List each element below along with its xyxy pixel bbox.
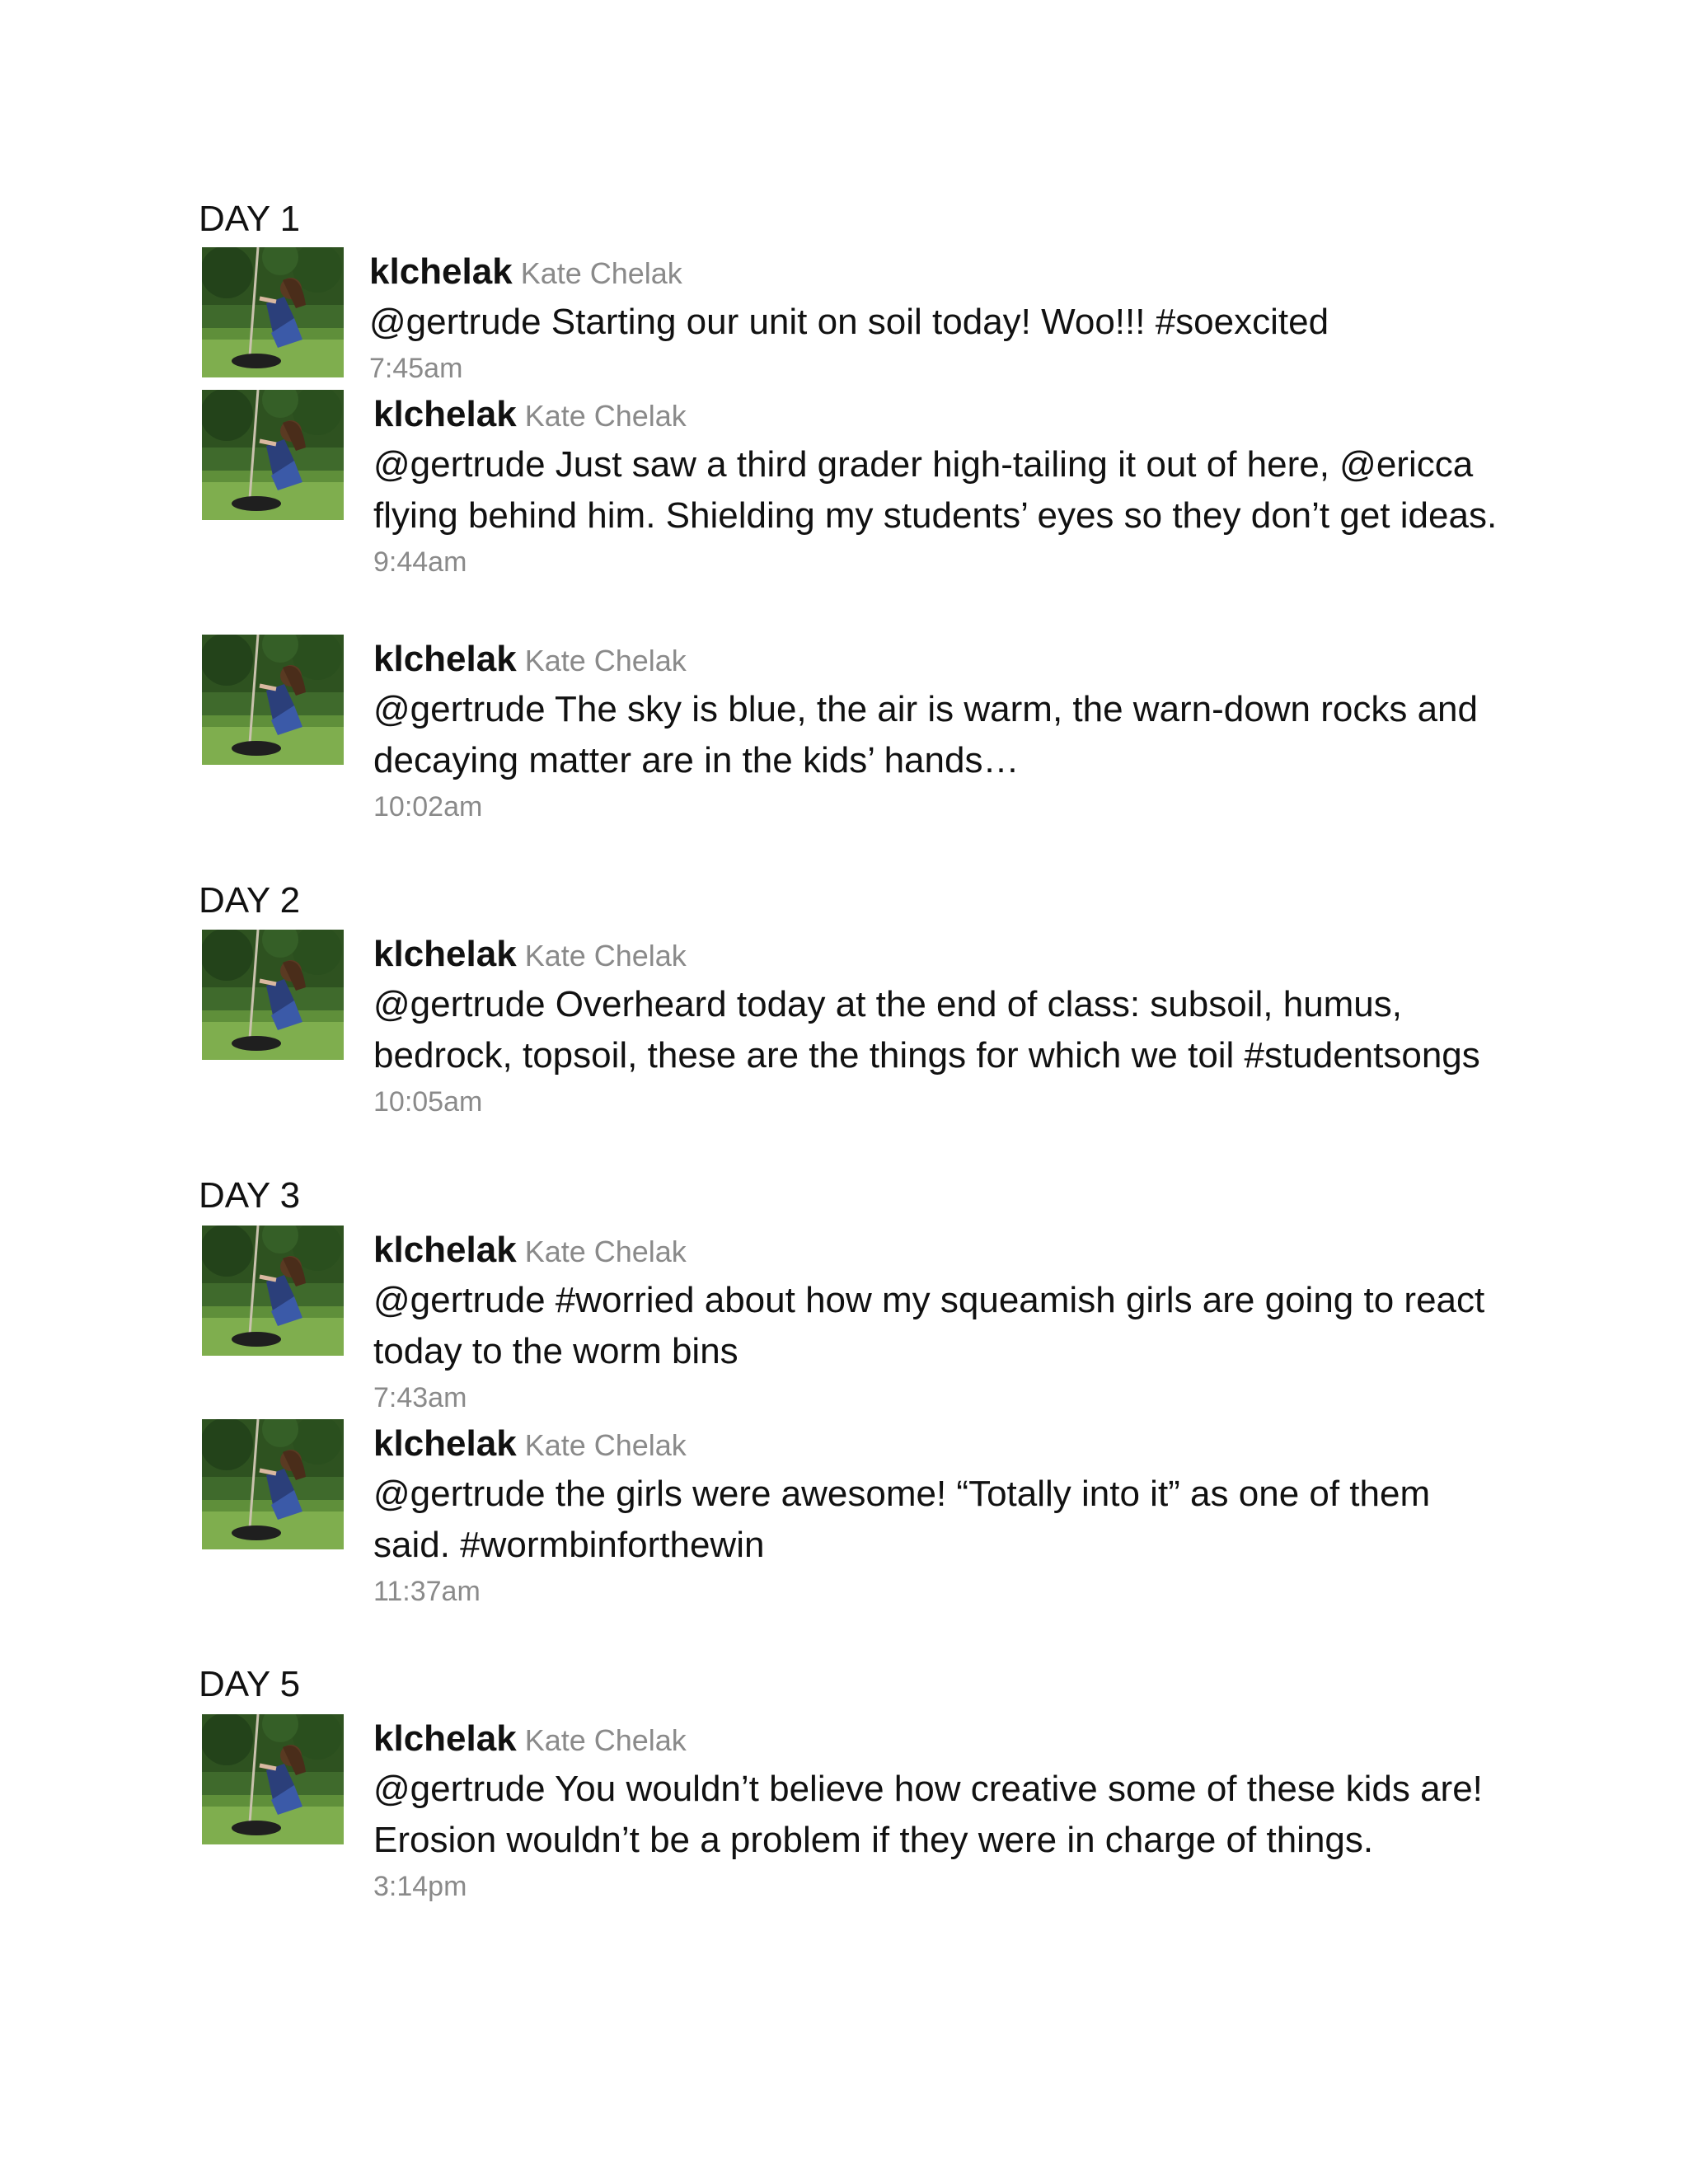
day-label: DAY 3 xyxy=(199,1175,301,1216)
avatar[interactable] xyxy=(202,930,344,1060)
tweet-fullname[interactable]: Kate Chelak xyxy=(520,256,682,290)
tweet-username[interactable]: klchelak xyxy=(373,394,517,434)
avatar[interactable] xyxy=(202,1226,344,1356)
avatar[interactable] xyxy=(202,635,344,765)
tweet-fullname[interactable]: Kate Chelak xyxy=(524,399,687,433)
tweet-timestamp[interactable]: 10:02am xyxy=(373,791,483,823)
tweet-text: @gertrude The sky is blue, the air is warm, the warn-down rocks and decaying matter are in the kids’ hands… xyxy=(373,689,1478,780)
tweet-fullname[interactable]: Kate Chelak xyxy=(524,644,687,677)
tweet-timestamp[interactable]: 7:43am xyxy=(373,1382,467,1413)
avatar[interactable] xyxy=(202,1714,344,1844)
tweet-timestamp[interactable]: 10:05am xyxy=(373,1086,483,1118)
avatar[interactable] xyxy=(202,390,344,520)
day-label: DAY 5 xyxy=(199,1664,301,1704)
tweet-username[interactable]: klchelak xyxy=(373,1230,517,1270)
tweet-timestamp[interactable]: 3:14pm xyxy=(373,1871,467,1902)
day-label: DAY 1 xyxy=(199,199,301,239)
tweet-timestamp[interactable]: 9:44am xyxy=(373,546,467,578)
tweet-timestamp[interactable]: 11:37am xyxy=(373,1576,481,1607)
tweet-text: @gertrude #worried about how my squeamish girls are going to react today to the worm bins xyxy=(373,1280,1485,1371)
tweet-text: @gertrude Starting our unit on soil today! Woo!!! #soexcited xyxy=(369,302,1329,342)
day-label: DAY 2 xyxy=(199,880,301,921)
tweet-timestamp[interactable]: 7:45am xyxy=(369,353,463,384)
tweet-username[interactable]: klchelak xyxy=(373,1718,517,1759)
tweet-fullname[interactable]: Kate Chelak xyxy=(524,1235,687,1268)
tweet-username[interactable]: klchelak xyxy=(369,251,513,292)
tweet-text: @gertrude Overheard today at the end of class: subsoil, humus, bedrock, topsoil, these are the things for which we toil #studentsongs xyxy=(373,984,1480,1076)
tweet-fullname[interactable]: Kate Chelak xyxy=(524,1723,687,1757)
tweet-fullname[interactable]: Kate Chelak xyxy=(524,939,687,972)
tweet-text: @gertrude Just saw a third grader high-tailing it out of here, @ericca flying behind him. Shielding my students’ eyes so they don’t get ideas. xyxy=(373,444,1498,536)
tweet-username[interactable]: klchelak xyxy=(373,639,517,679)
tweet-fullname[interactable]: Kate Chelak xyxy=(524,1428,687,1462)
tweet-text: @gertrude the girls were awesome! “Totally into it” as one of them said. #wormbinforthewin xyxy=(373,1474,1431,1565)
avatar[interactable] xyxy=(202,247,344,377)
tweet-text: @gertrude You wouldn’t believe how creative some of these kids are! Erosion wouldn’t be a problem if they were in charge of things. xyxy=(373,1769,1483,1860)
avatar[interactable] xyxy=(202,1419,344,1549)
tweet-username[interactable]: klchelak xyxy=(373,934,517,974)
tweet-username[interactable]: klchelak xyxy=(373,1423,517,1464)
